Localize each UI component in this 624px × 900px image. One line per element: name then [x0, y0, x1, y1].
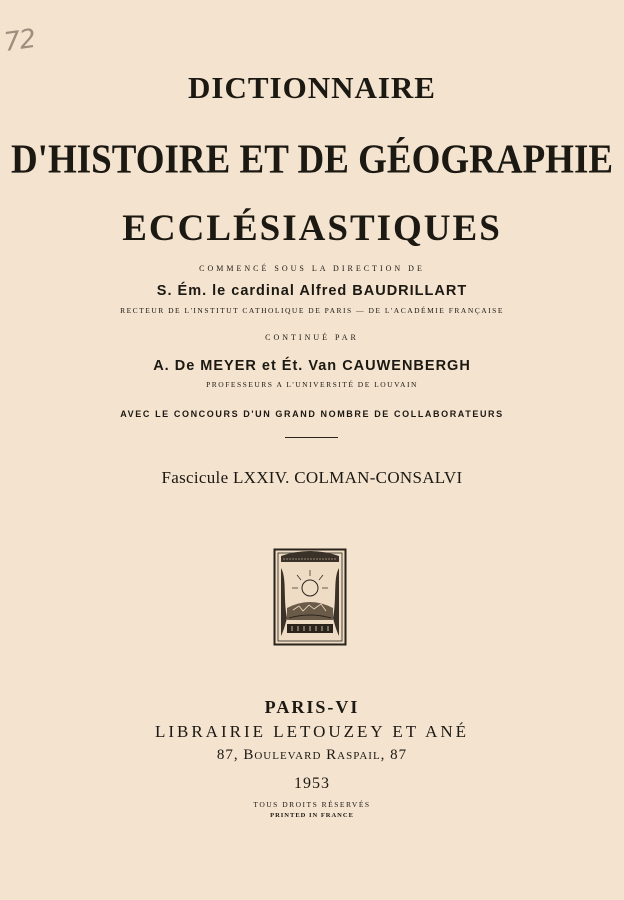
title-line-1: DICTIONNAIRE [188, 70, 436, 105]
address-street: Boulevard Raspail [243, 747, 381, 763]
address-number: 87, [216, 747, 244, 763]
address-number-2: , 87 [380, 747, 408, 763]
collaborators-line: AVEC LE CONCOURS D'UN GRAND NOMBRE DE COLLABORATEURS [120, 409, 504, 419]
publisher-emblem-icon [273, 548, 347, 646]
continuation-role: PROFESSEURS A L'UNIVERSITÉ DE LOUVAIN [206, 380, 418, 389]
direction-intro: COMMENCÉ SOUS LA DIRECTION DE [199, 264, 425, 273]
divider-rule [285, 437, 338, 438]
printed-in-notice: PRINTED IN FRANCE [270, 812, 354, 819]
editor-role: RECTEUR DE L'INSTITUT CATHOLIQUE DE PARIS — DE L'ACADÉMIE FRANÇAISE [120, 306, 504, 315]
imprint-year: 1953 [294, 775, 330, 792]
rights-notice: TOUS DROITS RÉSERVÉS [253, 800, 371, 809]
pencil-annotation: 72 [2, 23, 38, 59]
title-line-3: ECCLÉSIASTIQUES [122, 208, 502, 249]
title-line-2: D'HISTOIRE ET DE GÉOGRAPHIE [10, 136, 614, 183]
continuation-intro: CONTINUÉ PAR [265, 333, 359, 342]
imprint-city: PARIS-VI [264, 697, 360, 717]
imprint-publisher: LIBRAIRIE LETOUZEY ET ANÉ [154, 722, 470, 741]
editor-name: S. Ém. le cardinal Alfred BAUDRILLART [156, 283, 468, 299]
imprint-address [0, 747, 624, 764]
fascicule-title: Fascicule LXXIV. COLMAN-CONSALVI [161, 468, 463, 487]
continuation-editors: A. De MEYER et Ét. Van CAUWENBERGH [153, 358, 471, 374]
